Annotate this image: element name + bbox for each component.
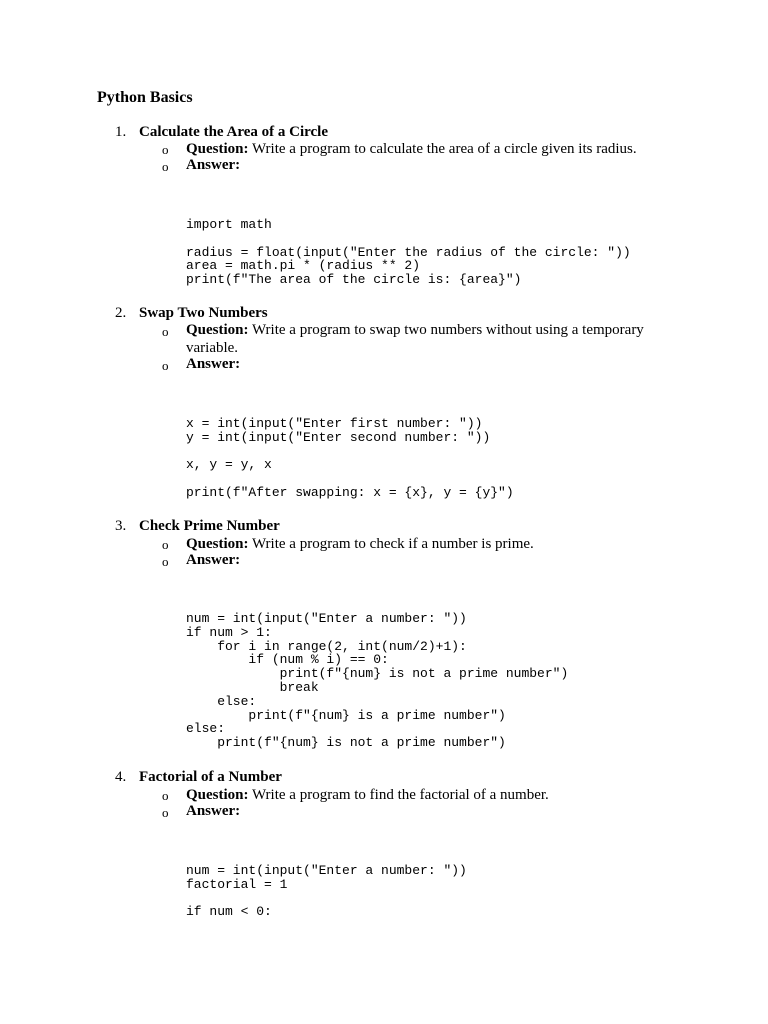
question-body: Write a program to find the factorial of a number. (252, 787, 549, 803)
page-title: Python Basics (97, 89, 193, 106)
bullet-marker: o (162, 142, 169, 157)
question-label: Question: (186, 141, 249, 157)
answer-label: Answer: (186, 157, 241, 173)
item-number: 3. (115, 518, 127, 534)
code-block: num = int(input("Enter a number: ")) factorial = 1 if num < 0: (186, 863, 467, 920)
answer-label: Answer: (186, 552, 241, 568)
bullet-marker: o (162, 159, 169, 174)
question-text (186, 321, 676, 357)
bullet-marker: o (162, 554, 169, 569)
question-label: Question: (186, 536, 249, 552)
bullet-marker: o (162, 324, 169, 339)
item-number: 2. (115, 305, 127, 321)
item-heading: Check Prime Number (139, 518, 280, 534)
answer-label: Answer: (186, 356, 241, 372)
bullet-marker: o (162, 537, 169, 552)
question-text (186, 786, 676, 804)
question-label: Question: (186, 787, 249, 803)
question-body: Write a program to swap two numbers without using a temporary variable. (186, 322, 644, 356)
question-body: Write a program to calculate the area of a circle given its radius. (252, 141, 637, 157)
bullet-marker: o (162, 788, 169, 803)
code-block: num = int(input("Enter a number: ")) if num > 1: for i in range(2, int(num/2)+1): if (num % i) == 0: print(f"{num} is not a prime number") break else: print(f"{num} is a prime number") else: print(f"{num} is not a prime number") (186, 611, 569, 751)
question-text (186, 535, 676, 553)
item-number: 1. (115, 124, 127, 140)
question-text (186, 140, 676, 158)
answer-label: Answer: (186, 803, 241, 819)
item-number: 4. (115, 769, 127, 785)
question-label: Question: (186, 322, 249, 338)
bullet-marker: o (162, 805, 169, 820)
item-heading: Swap Two Numbers (139, 305, 268, 321)
code-block: import math radius = float(input("Enter the radius of the circle: ")) area = math.pi * (radius ** 2) print(f"The area of the circle is: {area}") (186, 217, 631, 288)
bullet-marker: o (162, 358, 169, 373)
item-heading: Calculate the Area of a Circle (139, 124, 328, 140)
code-block: x = int(input("Enter first number: ")) y = int(input("Enter second number: ")) x, y = y, x print(f"After swapping: x = {x}, y = {y}") (186, 416, 514, 500)
item-heading: Factorial of a Number (139, 769, 282, 785)
question-body: Write a program to check if a number is prime. (252, 536, 534, 552)
